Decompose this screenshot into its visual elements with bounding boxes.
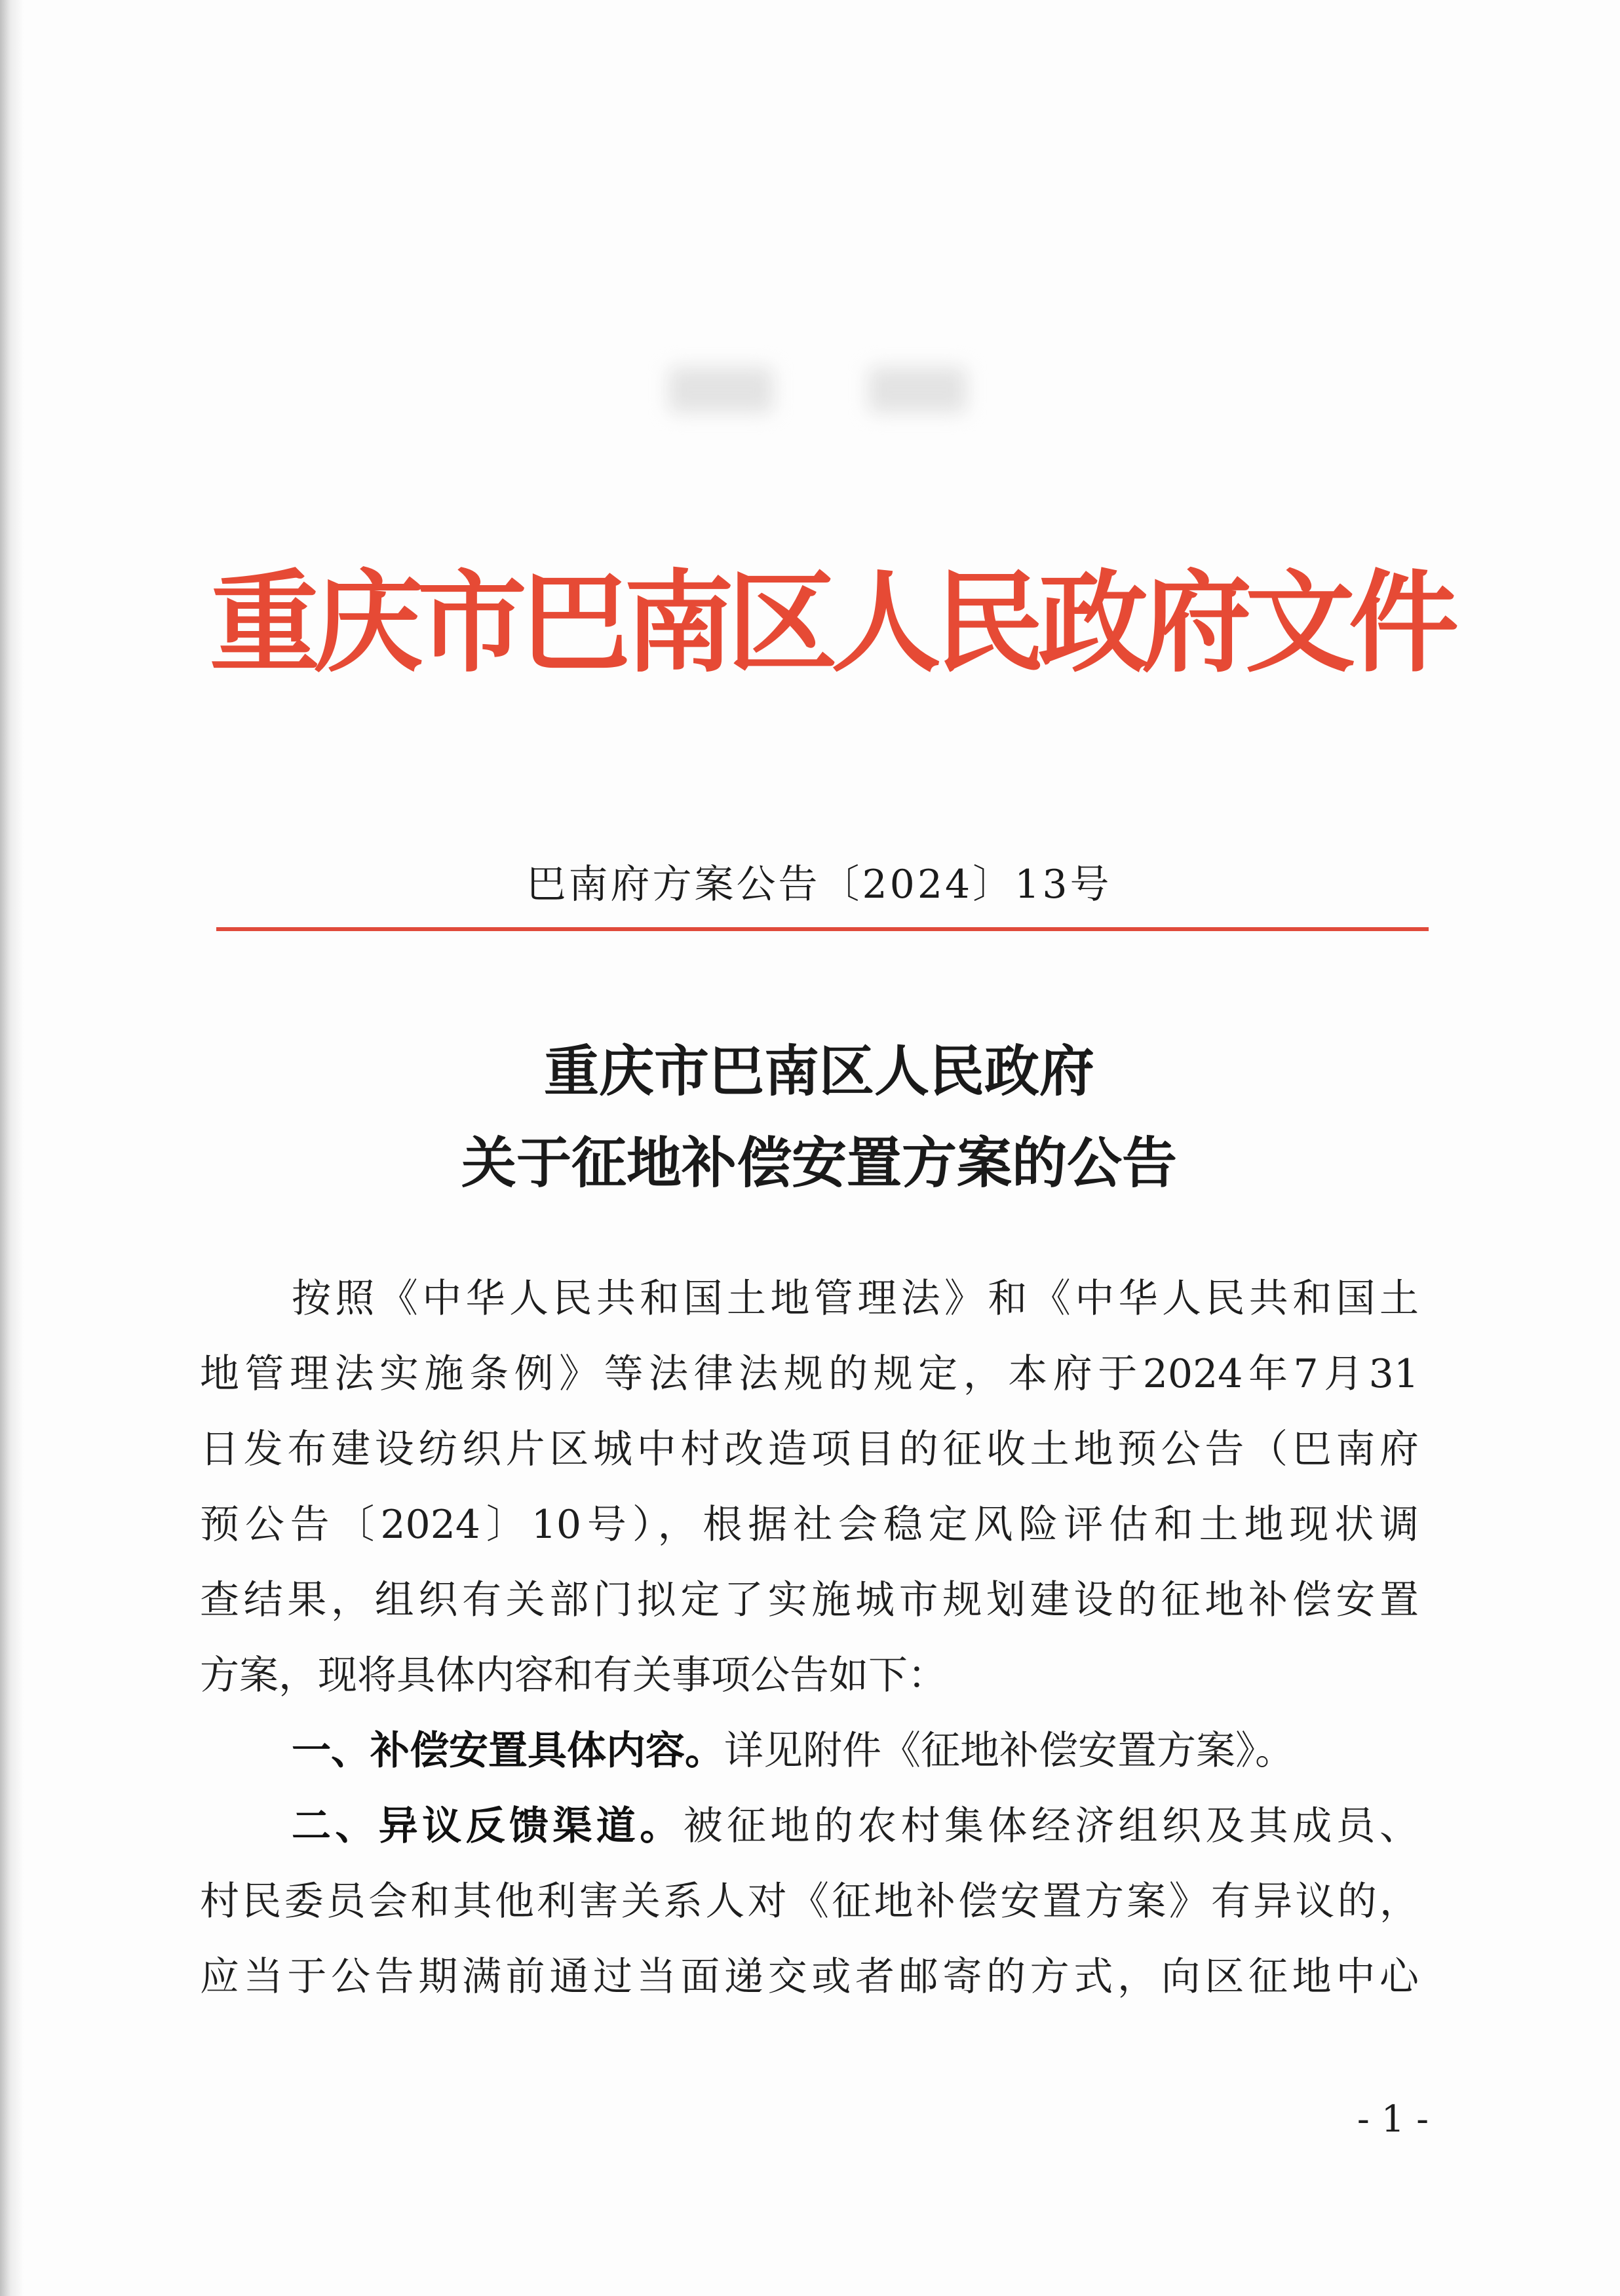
page-number: - 1 - [1357,2098,1429,2141]
masthead-title: 重庆市巴南区人民政府文件 [210,558,1452,687]
section-2-paragraph [200,1789,1419,1864]
section-1-paragraph [200,1713,1419,1789]
intro-line: 预公告〔2024〕10号），根据社会稳定风险评估和土地现状调 [200,1502,1419,1548]
intro-line: 方案，现将具体内容和有关事项公告如下： [200,1653,947,1698]
section-2-heading: 二、异议反馈渠道。 [292,1803,684,1849]
document-number: 巴南府方案公告〔2024〕13号 [526,862,1112,908]
section-1-text: 详见附件《征地补偿安置方案》。 [724,1728,1294,1774]
redacted-mark [868,367,967,413]
intro-line: 日发布建设纺织片区城中村改造项目的征收土地预公告（巴南府 [200,1426,1419,1472]
section-2-line: 应当于公告期满前通过当面递交或者邮寄的方式，向区征地中心 [200,1954,1419,2000]
section-1-heading: 一、补偿安置具体内容。 [292,1728,724,1774]
intro-line: 地管理法实施条例》等法律法规的规定，本府于2024年7月31 [200,1351,1419,1397]
title-line-2: 关于征地补偿安置方案的公告 [461,1130,1177,1195]
document-title [216,1025,1422,1222]
document-body [200,1261,1419,2015]
redacted-mark [668,367,773,413]
intro-line: 查结果，组织有关部门拟定了实施城市规划建设的征地补偿安置 [200,1577,1419,1623]
section-2-text: 被征地的农村集体经济组织及其成员、 [683,1803,1419,1849]
section-2-line: 村民委员会和其他利害关系人对《征地补偿安置方案》有异议的， [200,1879,1419,1924]
scan-edge-shadow [0,0,24,2296]
title-line-1: 重庆市巴南区人民政府 [543,1039,1094,1103]
intro-line: 按照《中华人民共和国土地管理法》和《中华人民共和国土 [292,1276,1419,1322]
red-divider [216,927,1429,931]
